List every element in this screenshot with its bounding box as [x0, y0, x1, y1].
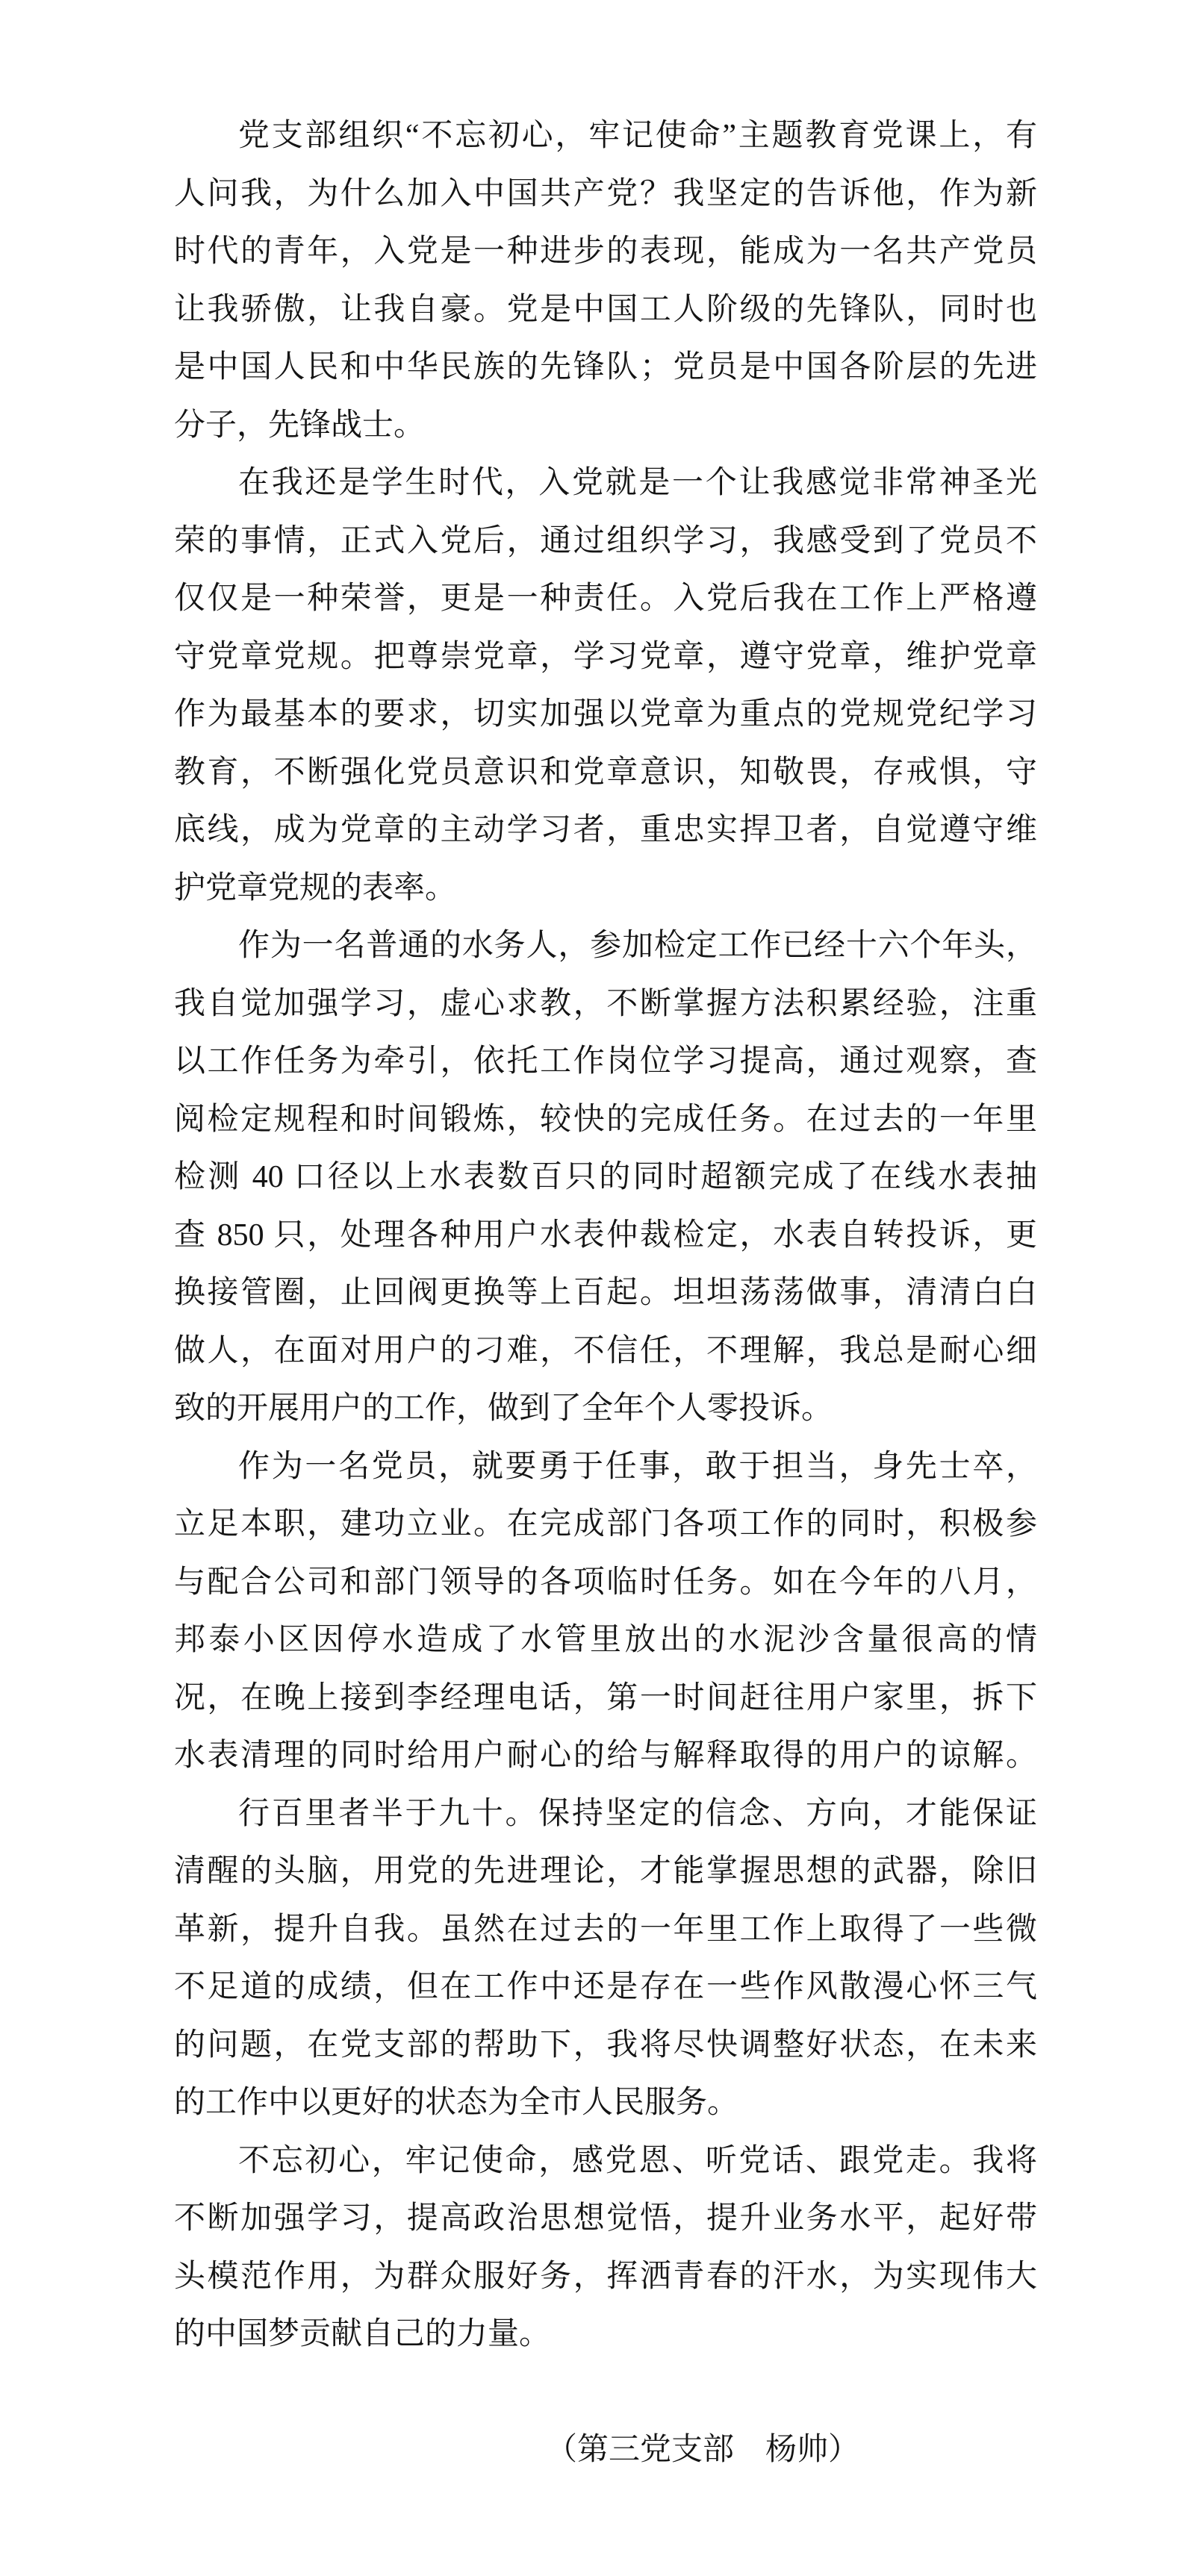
text-line: 党支部组织“不忘初心，牢记使命”主题教育党课上，有	[238, 119, 1037, 153]
text-line: 让我骄傲，让我自豪。党是中国工人阶级的先锋队，同时也	[174, 292, 1037, 327]
text-line: 清醒的头脑，用党的先进理论，才能掌握思想的武器，除旧	[174, 1854, 1037, 1889]
blank-line	[174, 2364, 1037, 2422]
paragraph	[174, 107, 1037, 455]
text-line: 阅检定规程和时间锻炼，较快的完成任务。在过去的一年里	[174, 1102, 1037, 1137]
text-line: 头模范作用，为群众服好务，挥洒青春的汗水，为实现伟大	[174, 2259, 1037, 2294]
text-line: 做人，在面对用户的刁难，不信任，不理解，我总是耐心细	[174, 1333, 1037, 1368]
text-line: 致的开展用户的工作，做到了全年个人零投诉。	[174, 1391, 833, 1426]
text-line: 我自觉加强学习，虚心求教，不断掌握方法积累经验，注重	[174, 986, 1037, 1021]
text-line: 仅仅是一种荣誉，更是一种责任。入党后我在工作上严格遵	[174, 581, 1037, 616]
text-line: 作为一名普通的水务人，参加检定工作已经十六个年头，	[238, 929, 1037, 963]
text-line: 时代的青年，入党是一种进步的表现，能成为一名共产党员	[174, 234, 1037, 269]
paragraph	[174, 1438, 1037, 1786]
text-line: 的工作中以更好的状态为全市人民服务。	[174, 2086, 739, 2120]
text-line: 作为一名党员，就要勇于任事，敢于担当，身先士卒，	[238, 1449, 1037, 1484]
paragraph	[174, 917, 1037, 1438]
text-line: 查 850 只，处理各种用户水表仲裁检定，水表自转投诉，更	[174, 1217, 1037, 1253]
paragraph	[174, 2133, 1037, 2364]
text-line: 不足道的成绩，但在工作中还是存在一些作风散漫心怀三气	[174, 1970, 1037, 2004]
text-line: 荣的事情，正式入党后，通过组织学习，我感受到了党员不	[174, 523, 1037, 558]
text-line: 在我还是学生时代，入党就是一个让我感觉非常神圣光	[238, 466, 1037, 500]
text-line: 是中国人民和中华民族的先锋队；党员是中国各阶层的先进	[174, 350, 1037, 384]
text-line: 的问题，在党支部的帮助下，我将尽快调整好状态，在未来	[174, 2027, 1037, 2062]
text-line: 底线，成为党章的主动学习者，重忠实捍卫者，自觉遵守维	[174, 813, 1037, 847]
signature-line: （第三党支部 杨帅）	[545, 2433, 859, 2467]
text-line: 况，在晚上接到李经理电话，第一时间赶往用户家里，拆下	[174, 1680, 1037, 1715]
text-line: 邦泰小区因停水造成了水管里放出的水泥沙含量很高的情	[174, 1623, 1037, 1657]
text-line: 护党章党规的表率。	[174, 870, 457, 905]
text-line: 人问我，为什么加入中国共产党？我坚定的告诉他，作为新	[174, 176, 1037, 211]
text-line: 水表清理的同时给用户耐心的给与解释取得的用户的谅解。	[174, 1738, 1037, 1773]
text-line: 不忘初心，牢记使命，感党恩、听党话、跟党走。我将	[238, 2143, 1037, 2178]
text-line: 作为最基本的要求，切实加强以党章为重点的党规党纪学习	[174, 697, 1037, 732]
text-line: 与配合公司和部门领导的各项临时任务。如在今年的八月，	[174, 1565, 1037, 1600]
text-line: 不断加强学习，提高政治思想觉悟，提升业务水平，起好带	[174, 2201, 1037, 2236]
text-line: 守党章党规。把尊崇党章，学习党章，遵守党章，维护党章	[174, 639, 1037, 674]
paragraph	[174, 1786, 1037, 2133]
text-line: 教育，不断强化党员意识和党章意识，知敬畏，存戒惧，守	[174, 755, 1037, 790]
paragraph	[174, 455, 1037, 917]
text-line: 以工作任务为牵引，依托工作岗位学习提高，通过观察，查	[174, 1044, 1037, 1079]
text-line: 革新，提升自我。虽然在过去的一年里工作上取得了一些微	[174, 1912, 1037, 1947]
text-line: 检测 40 口径以上水表数百只的同时超额完成了在线水表抽	[174, 1160, 1037, 1194]
document-body	[174, 0, 1037, 2480]
text-line: 行百里者半于九十。保持坚定的信念、方向，才能保证	[238, 1796, 1037, 1831]
text-line: 分子，先锋战士。	[174, 408, 426, 443]
text-line: 的中国梦贡献自己的力量。	[174, 2317, 551, 2351]
text-line: 换接管圈，止回阀更换等上百起。坦坦荡荡做事，清清白白	[174, 1276, 1037, 1310]
text-line: 立足本职，建功立业。在完成部门各项工作的同时，积极参	[174, 1507, 1037, 1541]
